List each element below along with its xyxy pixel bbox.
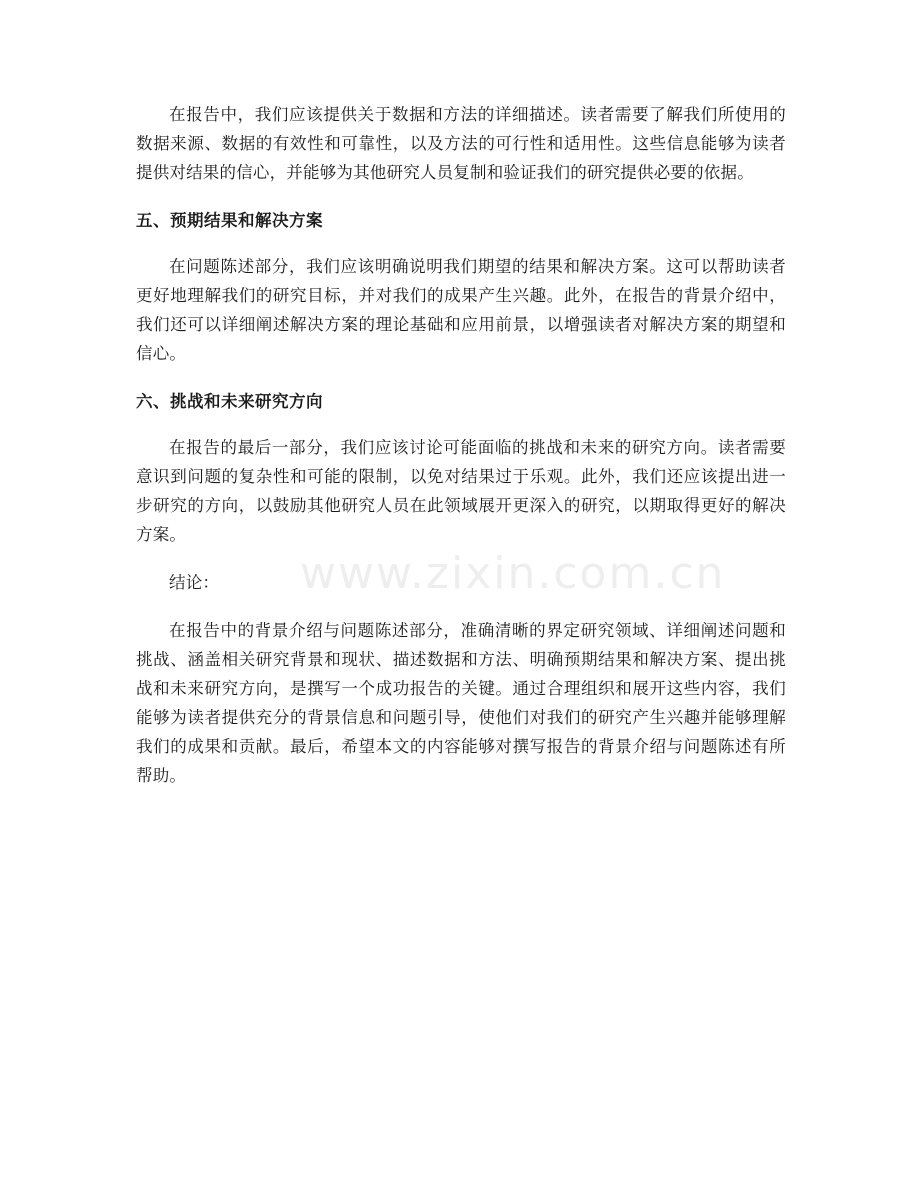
paragraph-conclusion: 在报告中的背景介绍与问题陈述部分，准确清晰的界定研究领域、详细阐述问题和挑战、涵盖相关研究背景和现状、描述数据和方法、明确预期结果和解决方案、提出挑战和未来研究方向，是撰写一个成功报告的关键。通过合理组织和展开这些内容，我们能够为读者提供充分的背景信息和问题引导，使他们对我们的研究产生兴趣并能够理解我们的成果和贡献。最后，希望本文的内容能够对撰写报告的背景介绍与问题陈述有所帮助。 [136,621,786,785]
document-page [136,100,786,809]
watermark: www.zixin.com.cn [300,548,726,599]
section-heading-5: 五、预期结果和解决方案 [136,211,323,230]
paragraph-challenges: 在报告的最后一部分，我们应该讨论可能面临的挑战和未来的研究方向。读者需要意识到问题的复杂性和可能的限制，以免对结果过于乐观。此外，我们还应该提出进一步研究的方向，以鼓励其他研究人员在此领域展开更深入的研究，以期取得更好的解决方案。 [136,438,786,544]
paragraph-expected-results: 在问题陈述部分，我们应该明确说明我们期望的结果和解决方案。这可以帮助读者更好地理解我们的研究目标，并对我们的成果产生兴趣。此外，在报告的背景介绍中，我们还可以详细阐述解决方案的理论基础和应用前景，以增强读者对解决方案的期望和信心。 [136,257,786,363]
section-heading-6: 六、挑战和未来研究方向 [136,392,323,411]
paragraph-data-methods: 在报告中，我们应该提供关于数据和方法的详细描述。读者需要了解我们所使用的数据来源、数据的有效性和可靠性，以及方法的可行性和适用性。这些信息能够为读者提供对结果的信心，并能够为其他研究人员复制和验证我们的研究提供必要的依据。 [136,105,786,182]
conclusion-label: 结论： [169,573,220,592]
